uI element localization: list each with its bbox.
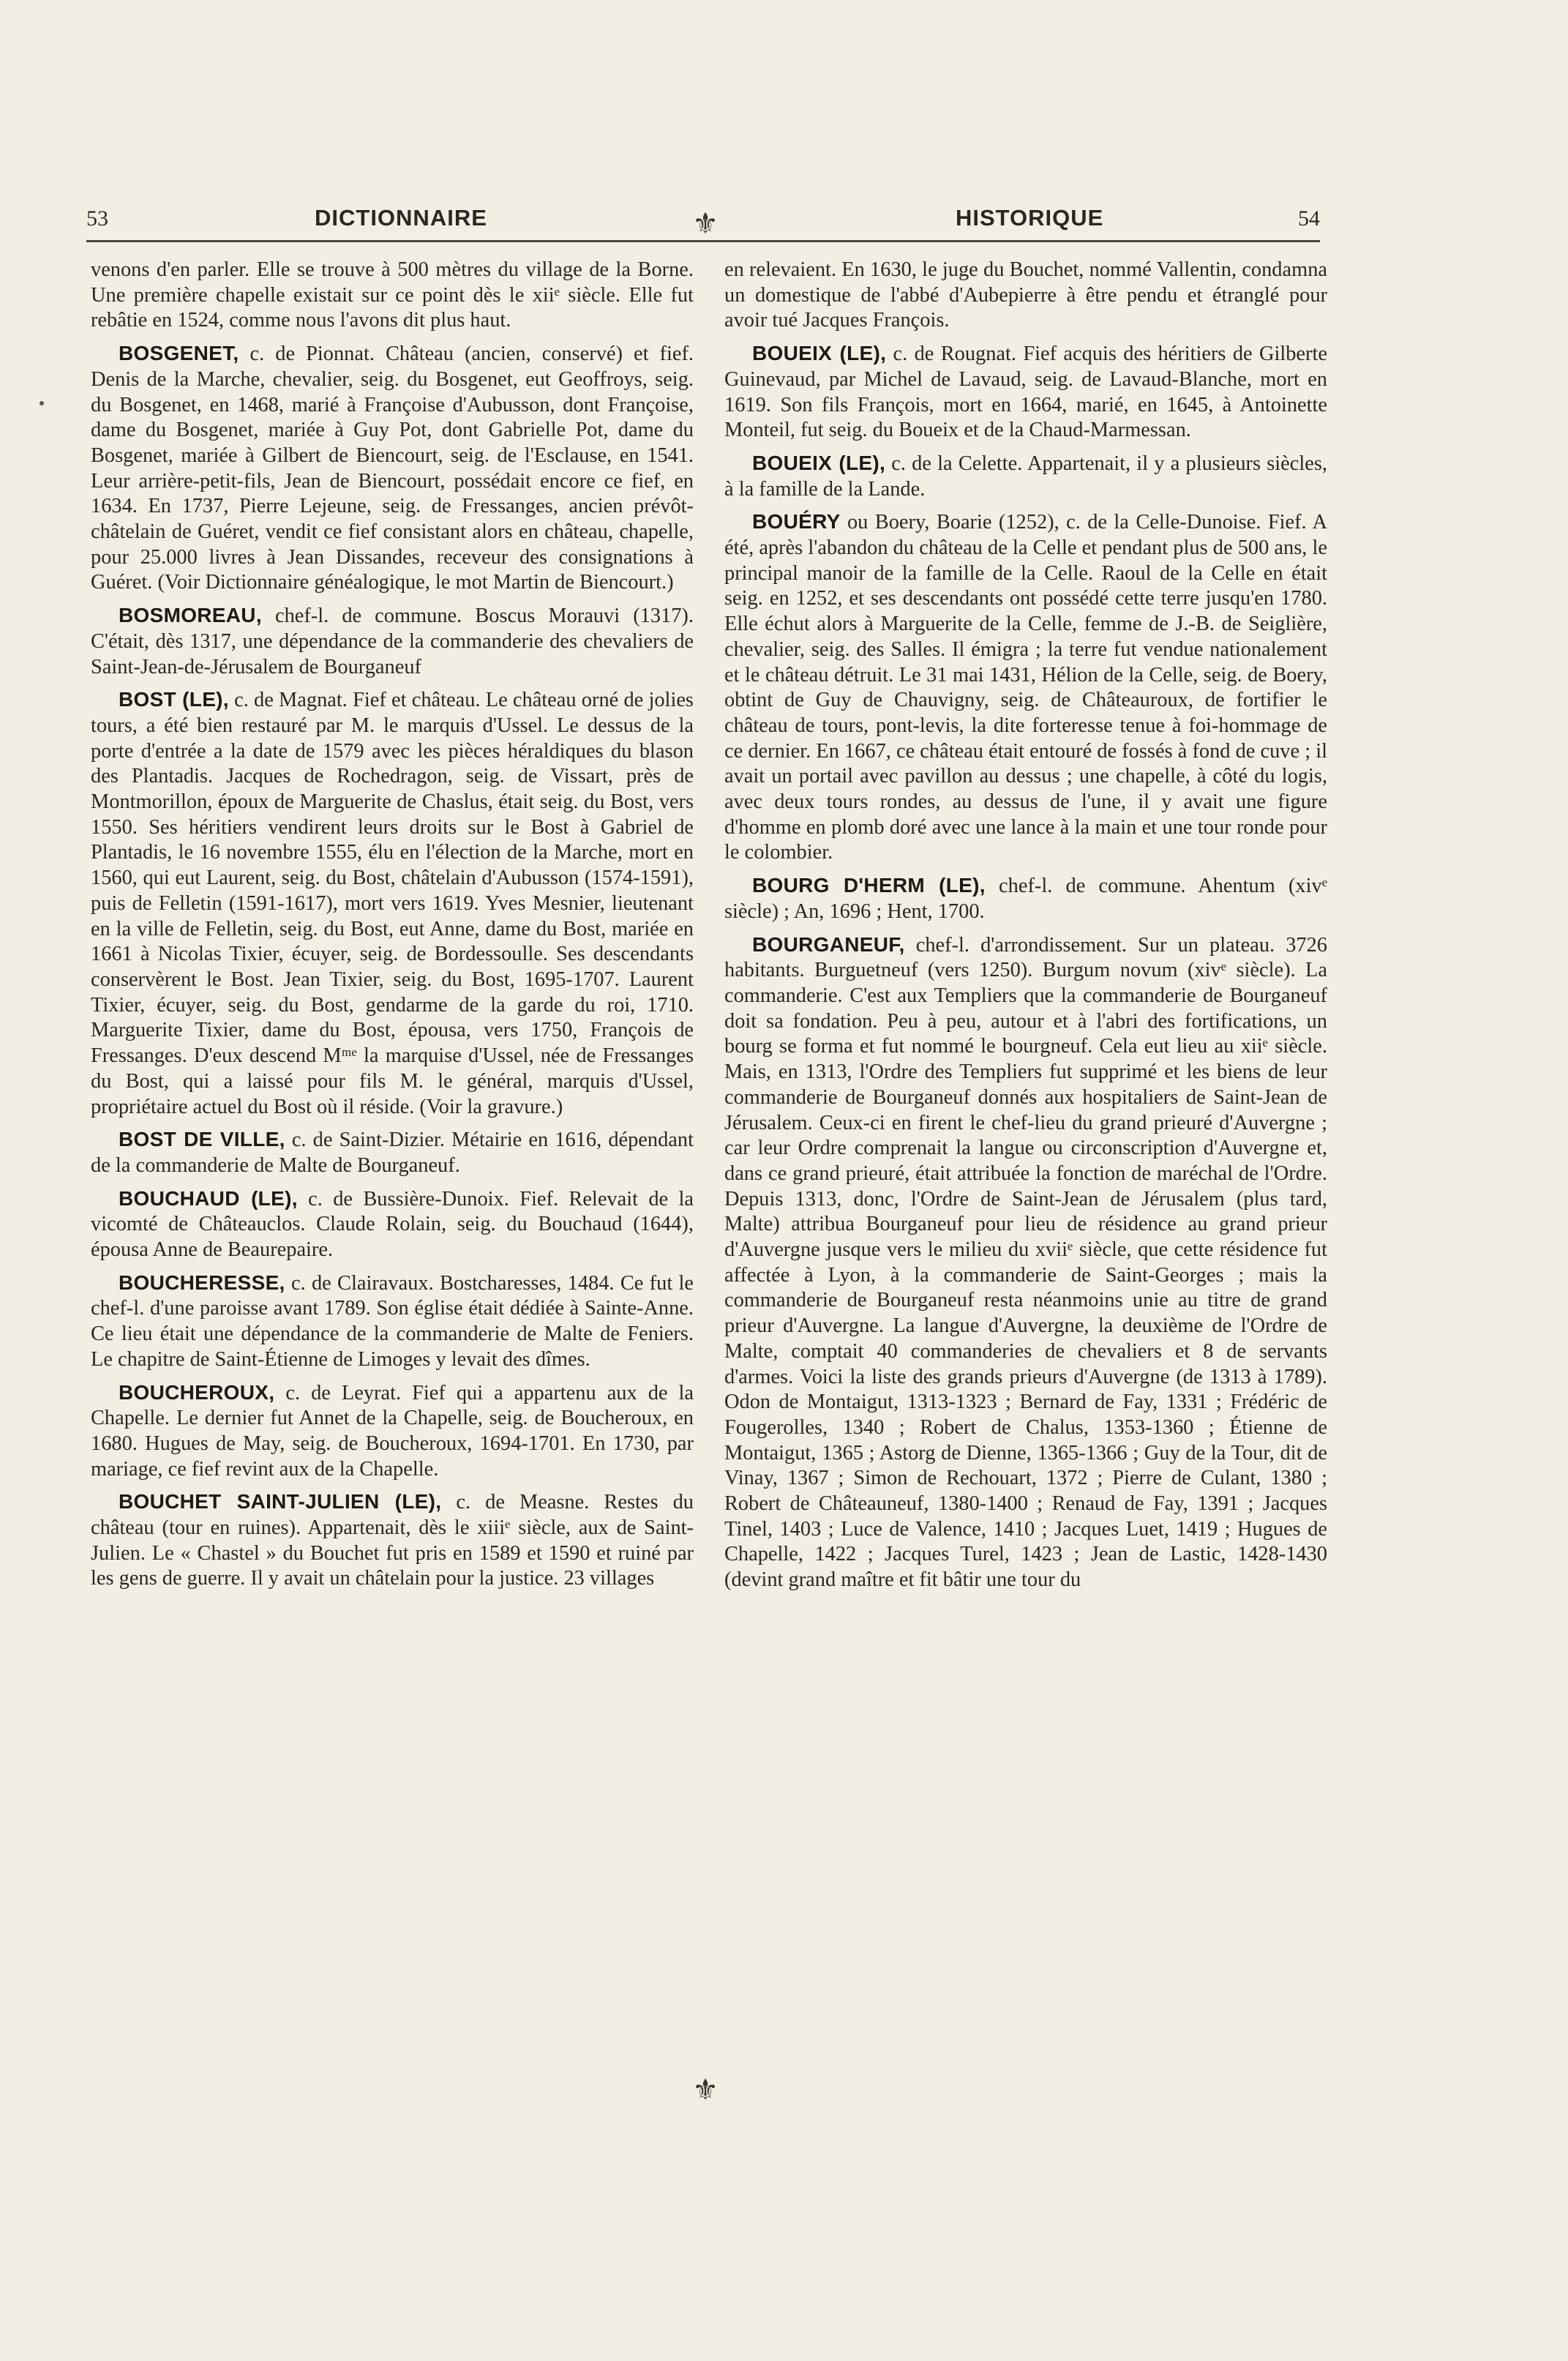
entry-text: c. de Bussière-Dunoix. Fief. Relevait de la vicomté de Châteauclos. Claude Rolain, seig. du Bouchaud (1644), épousa Anne de Beaurepaire. bbox=[91, 1187, 694, 1262]
entry-headword: BOUEIX (LE), bbox=[752, 342, 887, 365]
entry-headword: BOUCHEROUX, bbox=[119, 1380, 275, 1404]
dictionary-entry bbox=[91, 1186, 694, 1263]
entry-text: c. de Leyrat. Fief qui a appartenu aux de la Chapelle. Le dernier fut Annet de la Chapelle, seig. de Boucheroux, en 1680. Hugues de May, seig. de Boucheroux, 1694-1701. En 1730, par mariage, ce fief revint aux de la Chapelle. bbox=[91, 1381, 694, 1481]
fleur-de-lis-icon: ⚜ bbox=[692, 207, 719, 240]
right-column bbox=[724, 258, 1327, 2087]
dictionary-entry bbox=[91, 1380, 694, 1483]
dictionary-entry bbox=[724, 932, 1327, 1593]
entry-text: c. de Clairavaux. Bostcharesses, 1484. Ce fut le chef-l. d'une paroisse avant 1789. Son église était dédiée à Sainte-Anne. Ce lieu était une dépendance de la commanderie de Malte de Feniers. Le chapitre de Saint-Étienne de Limoges y levait des dîmes. bbox=[91, 1271, 694, 1371]
entry-text: en relevaient. En 1630, le juge du Bouchet, nommé Vallentin, condamna un domestique de l'abbé d'Aubepierre à être pendu et étranglé pour avoir tué Jacques François. bbox=[724, 258, 1327, 332]
entry-headword: BOSGENET, bbox=[119, 342, 239, 365]
dictionary-entry bbox=[724, 509, 1327, 866]
entry-headword: BOUÉRY bbox=[752, 510, 841, 534]
entry-text: venons d'en parler. Elle se trouve à 500 mètres du village de la Borne. Une première chapelle existait sur ce point dès le xiiᵉ siècle. Elle fut rebâtie en 1524, comme nous l'avons dit plus haut. bbox=[91, 258, 694, 332]
entry-text: ou Boery, Boarie (1252), c. de la Celle-Dunoise. Fief. A été, après l'abandon du château de la Celle et pendant plus de 500 ans, le principal manoir de la famille de la Celle. Raoul de la Celle en était seig. en 1252, et ses descendants ont possédé cette terre jusqu'en 1780. Elle échut alors à Marguerite de la Celle, femme de J.-B. de Seiglière, chevalier, seig. des Salles. Il émigra ; la terre fut vendue nationalement et le château détruit. Le 31 mai 1431, Hélion de la Celle, seig. de Boery, obtint de Guy de Chauvigny, seig. de Châteauroux, de fortifier le château de tours, pont-levis, la dite forteresse tenue à foi-hommage de ce dernier. En 1667, ce château était entouré de fossés à fond de cuve ; il avait un portail avec pavillon au dessus ; une chapelle, à côté du logis, avec deux tours rondes, au dessus de l'une, il y avait une figure d'homme en plomb doré avec une lance à la main et une tour ronde pour le colombier. bbox=[724, 511, 1327, 864]
entry-text: c. de Rougnat. Fief acquis des héritiers de Gilberte Guinevaud, par Michel de Lavaud, seig. de Lavaud-Blanche, mort en 1619. Son fils François, mort en 1664, marié, en 1645, à Antoinette Monteil, fut seig. du Boueix et de la Chaud-Marmessan. bbox=[724, 343, 1327, 442]
dictionary-entry bbox=[91, 1127, 694, 1178]
entry-text: c. de Magnat. Fief et château. Le château orné de jolies tours, a été bien restauré par M. le marquis d'Ussel. Le dessus de la porte d'entrée a la date de 1579 avec les pièces héraldiques du blason des Plantadis. Jacques de Rochedragon, seig. de Vissart, près de Montmorillon, époux de Marguerite de Chaslus, était seig. du Bost, vers 1550. Ses héritiers vendirent leurs droits sur le Bost à Gabriel de Plantadis, le 16 novembre 1555, élu en l'élection de la Marche, mort en 1560, qui eut Laurent, seig. du Bost, châtelain d'Aubusson (1574-1591), puis de Felletin (1591-1617), mort vers 1619. Yves Mesnier, lieutenant en la ville de Felletin, seig. du Bost, eut Anne, dame du Bost, mariée en 1661 à Nicolas Tixier, écuyer, seig. de Bordessoulle. Ses descendants conservèrent le Bost. Jean Tixier, seig. du Bost, 1695-1707. Laurent Tixier, écuyer, seig. du Bost, gendarme de la garde du roi, 1710. Marguerite Tixier, dame du Bost, épousa, vers 1750, François de Fressanges. D'eux descend Mᵐᵉ la marquise d'Ussel, née de Fressanges du Bost, qui a laissé pour fils M. le général, marquis d'Ussel, propriétaire actuel du Bost où il réside. (Voir la gravure.) bbox=[91, 689, 694, 1118]
entry-headword: BOST (LE), bbox=[119, 688, 229, 711]
entry-headword: BOUCHET SAINT-JULIEN (LE), bbox=[119, 1490, 442, 1513]
entry-text: chef-l. de commune. Boscus Morauvi (1317). C'était, dès 1317, une dépendance de la commanderie des chevaliers de Saint-Jean-de-Jérusalem de Bourganeuf bbox=[91, 605, 694, 678]
dictionary-entry bbox=[91, 687, 694, 1120]
running-title-right: HISTORIQUE bbox=[956, 205, 1104, 231]
dictionary-entry bbox=[91, 603, 694, 680]
entry-text: chef-l. d'arrondissement. Sur un plateau. 3726 habitants. Burguetneuf (vers 1250). Burgum novum (xivᵉ siècle). La commanderie. C'est aux Templiers que la commanderie de Bourganeuf doit sa fondation. Peu à peu, autour et à l'abri des fortifications, un bourg se forma et fut nommé le bourgneuf. Cela eut lieu au xiiᵉ siècle. Mais, en 1313, l'Ordre des Templiers fut supprimé et les biens de leur commanderie de Bourganeuf donnés aux hospitaliers de Saint-Jean de Jérusalem. Ceux-ci en firent le chef-lieu du grand prieuré d'Auvergne ; car leur Ordre comprenait la langue ou circonscription d'Auvergne et, dans ce grand prieuré, était attribuée la fonction de maréchal de l'Ordre. Depuis 1313, donc, l'Ordre de Saint-Jean de Jérusalem (plus tard, Malte) attribua Bourganeuf pour lieu de résidence au grand prieur d'Auvergne jusque vers le milieu du xviiᵉ siècle, que cette résidence fut affectée à Lyon, à la commanderie de Saint-Georges ; mais la commanderie de Bourganeuf resta néanmoins unie au titre de grand prieur d'Auvergne. La langue d'Auvergne, la deuxième de l'Ordre de Malte, comptait 40 commanderies de chevaliers et 8 de servants d'armes. Voici la liste des grands prieurs d'Auvergne (de 1313 à 1789). Odon de Montaigut, 1313-1323 ; Bernard de Fay, 1331 ; Frédéric de Fougerolles, 1340 ; Robert de Chalus, 1353-1360 ; Étienne de Montaigut, 1365 ; Astorg de Dienne, 1365-1366 ; Guy de la Tour, dit de Vinay, 1367 ; Simon de Rechouart, 1372 ; Pierre de Culant, 1380 ; Robert de Châteauneuf, 1380-1400 ; Renaud de Fay, 1391 ; Jacques Tinel, 1403 ; Luce de Valence, 1410 ; Jacques Luet, 1419 ; Hugues de Chapelle, 1422 ; Jacques Turel, 1423 ; Jean de Lastic, 1428-1430 (devint grand maître et fit bâtir une tour du bbox=[724, 933, 1327, 1592]
entry-text: c. de Saint-Dizier. Métairie en 1616, dépendant de la commanderie de Malte de Bourganeuf. bbox=[91, 1129, 694, 1177]
margin-dot bbox=[40, 401, 44, 405]
entry-text: c. de Pionnat. Château (ancien, conservé) et fief. Denis de la Marche, chevalier, seig. du Bosgenet, eut Geoffroys, seig. du Bosgenet, en 1468, marié à Françoise d'Aubusson, dont Françoise, dame du Bosgenet, mariée à Guy Pot, dont Gabrielle Pot, dame du Bosgenet, mariée à Gilbert de Biencourt, seig. de l'Esclause, en 1541. Leur arrière-petit-fils, Jean de Biencourt, possédait encore ce fief, en 1634. En 1737, Pierre Lejeune, seig. de Fressanges, ancien prévôt-châtelain de Guéret, vendit ce fief consistant alors en château, chapelle, pour 25.000 livres à Jean Dissandes, receveur des consignations à Guéret. (Voir Dictionnaire généalogique, le mot Martin de Biencourt.) bbox=[91, 343, 694, 594]
entry-headword: BOURGANEUF, bbox=[752, 932, 905, 956]
entry-headword: BOUEIX (LE), bbox=[752, 451, 886, 474]
entry-text: c. de la Celette. Appartenait, il y a plusieurs siècles, à la famille de la Lande. bbox=[724, 452, 1327, 501]
entry-headword: BOSMOREAU, bbox=[119, 604, 262, 627]
running-title-left: DICTIONNAIRE bbox=[315, 205, 487, 231]
dictionary-entry bbox=[724, 341, 1327, 444]
entry-continuation bbox=[724, 258, 1327, 334]
entry-text: c. de Measne. Restes du château (tour en ruines). Appartenait, dès le xiiiᵉ siècle, aux de Saint-Julien. Le « Chastel » du Bouchet fut pris en 1589 et 1590 et ruiné par les gens de guerre. Il y avait un châtelain pour la justice. 23 villages bbox=[91, 1491, 694, 1590]
page-number-left: 53 bbox=[86, 206, 108, 231]
entry-headword: BOURG D'HERM (LE), bbox=[752, 874, 986, 897]
entry-headword: BOUCHAUD (LE), bbox=[119, 1186, 298, 1210]
dictionary-entry bbox=[724, 451, 1327, 502]
dictionary-entry bbox=[724, 873, 1327, 924]
left-column bbox=[91, 258, 694, 2087]
entry-text: chef-l. de commune. Ahentum (xivᵉ siècle) ; An, 1696 ; Hent, 1700. bbox=[724, 875, 1327, 923]
entry-headword: BOST DE VILLE, bbox=[119, 1128, 285, 1151]
fleuron-icon: ⚜ bbox=[692, 2073, 719, 2106]
dictionary-entry bbox=[91, 1489, 694, 1592]
dictionary-entry bbox=[91, 1271, 694, 1373]
dictionary-entry bbox=[91, 341, 694, 596]
page-number-right: 54 bbox=[1298, 206, 1320, 231]
entry-continuation bbox=[91, 258, 694, 334]
entry-headword: BOUCHERESSE, bbox=[119, 1271, 285, 1294]
